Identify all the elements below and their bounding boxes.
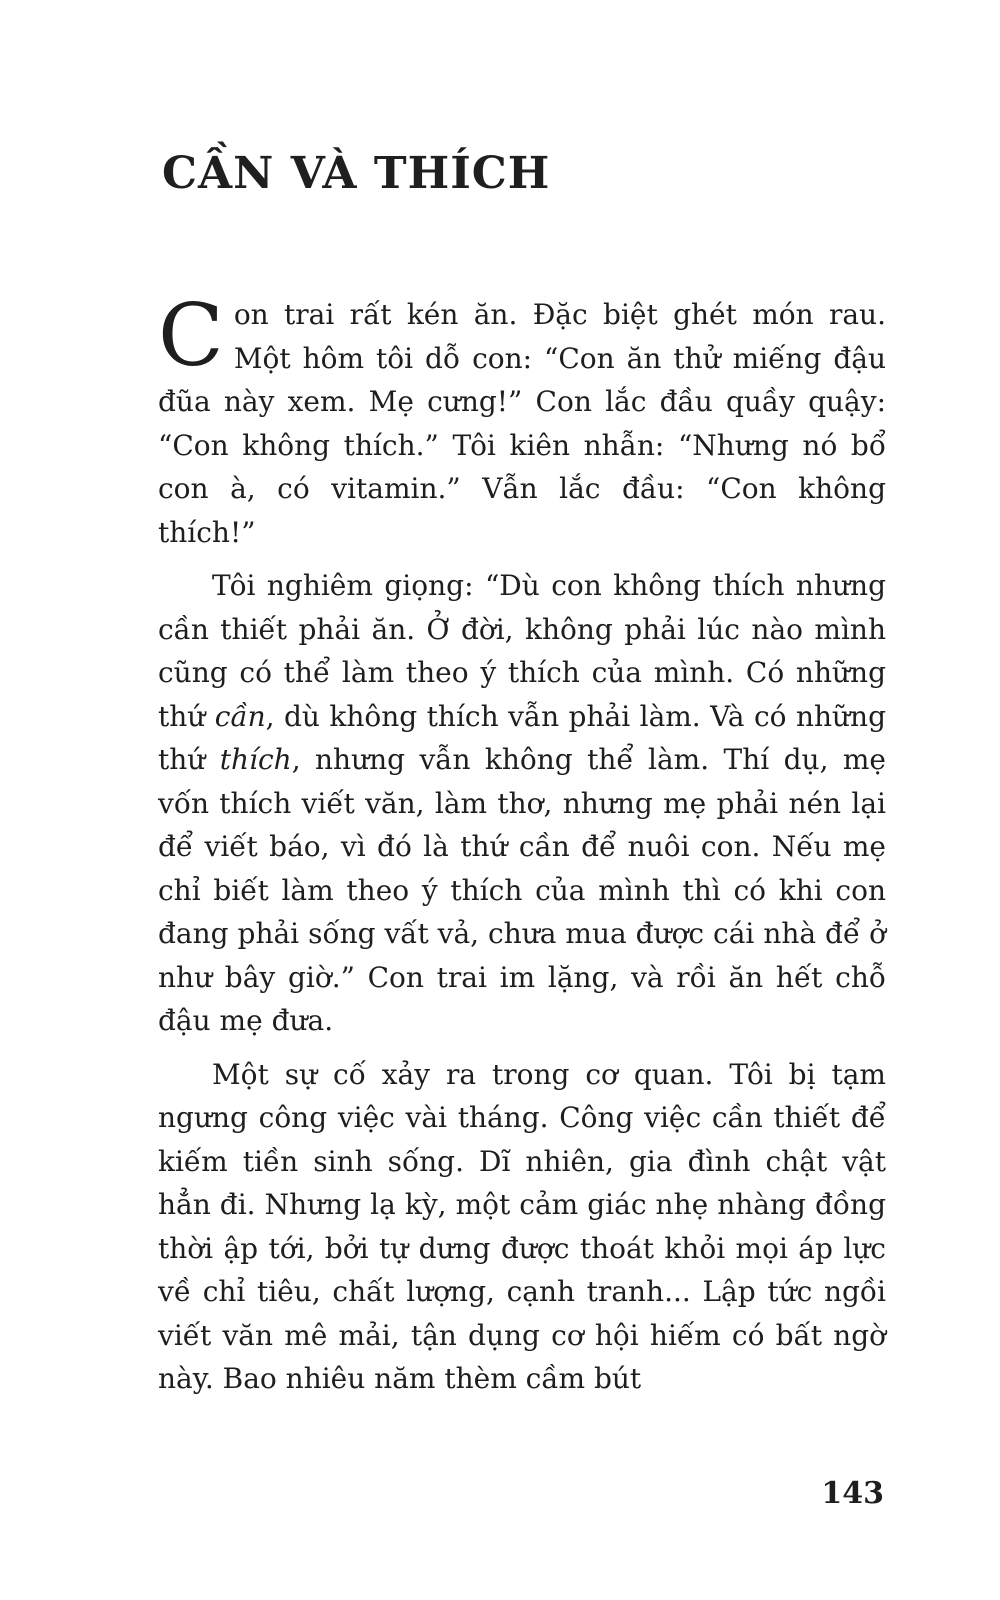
emphasis-can: cần — [214, 699, 266, 733]
paragraph-2-part-3: , nhưng vẫn không thể làm. Thí dụ, mẹ vốn thích viết văn, làm thơ, nhưng mẹ phải nén lại để viết báo, vì đó là thứ cần để nuôi con. Nếu mẹ chỉ biết làm theo ý thích của mình thì có khi con đang phải sống vất vả, chưa mua được cái nhà để ở như bây giờ.” Con trai im lặng, và rồi ăn hết chỗ đậu mẹ đưa. — [158, 743, 886, 1037]
paragraph-2-part-1: Tôi nghiêm giọng: “Dù con không thích nhưng cần thiết phải ăn. Ở đời, không phải lúc nào mình cũng có thể làm theo ý thích của mình. Có những thứ — [158, 569, 886, 733]
paragraph-3-text: Một sự cố xảy ra trong cơ quan. Tôi bị tạm ngưng công việc vài tháng. Công việc cần thiết để kiếm tiền sinh sống. Dĩ nhiên, gia đình chật vật hẳn đi. Nhưng lạ kỳ, một cảm giác nhẹ nhàng đồng thời ập tới, bởi tự dưng được thoát khỏi mọi áp lực về chỉ tiêu, chất lượng, cạnh tranh... Lập tức ngồi viết văn mê mải, tận dụng cơ hội hiếm có bất ngờ này. Bao nhiêu năm thèm cầm bút — [158, 1057, 886, 1395]
paragraph-1-text: on trai rất kén ăn. Đặc biệt ghét món rau. Một hôm tôi dỗ con: “Con ăn thử miếng đậu đũa này xem. Mẹ cưng!” Con lắc đầu quầy quậy: “Con không thích.” Tôi kiên nhẫn: “Nhưng nó bổ con à, có vitamin.” Vẫn lắc đầu: “Con không thích!” — [158, 298, 886, 549]
drop-cap: C — [158, 286, 224, 386]
emphasis-thich: thích — [219, 743, 292, 776]
paragraph-2-part-2: , dù không thích vẫn phải làm. Và có những thứ — [158, 699, 887, 776]
paragraph-1 — [158, 286, 886, 554]
chapter-title: CẦN VÀ THÍCH — [162, 148, 551, 199]
page-number: 143 — [821, 1476, 884, 1511]
chapter-body — [158, 286, 887, 1401]
paragraph-3 — [158, 1053, 886, 1401]
paragraph-2 — [158, 564, 886, 1043]
